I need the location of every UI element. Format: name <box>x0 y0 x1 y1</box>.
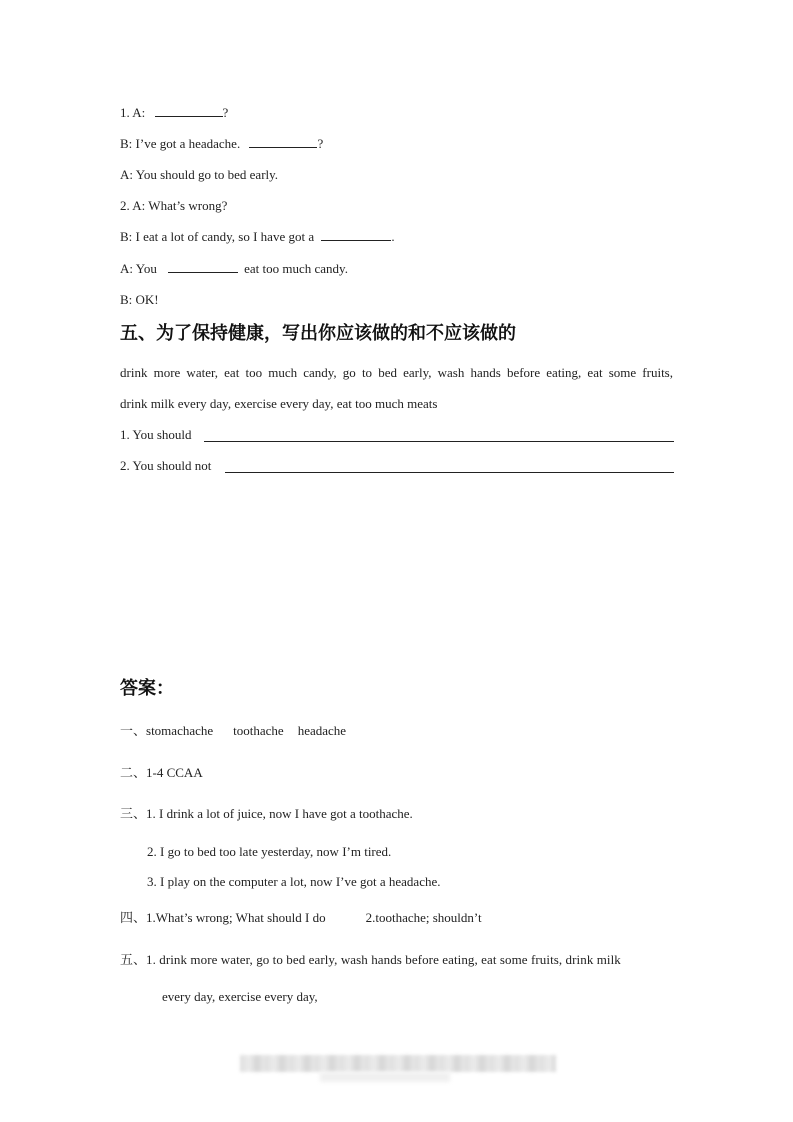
word-bank-line-2: drink milk every day, exercise every day, eat too much meats <box>120 396 438 411</box>
dialogue-line-2-suffix: ? <box>317 136 324 151</box>
section-5-heading: 五、为了保持健康，写出你应该做的和不应该做的 <box>120 323 516 344</box>
answer-blank[interactable] <box>168 260 238 273</box>
dialogue-line-5-suffix: . <box>391 229 395 244</box>
answer-4-part-1: 1.What’s wrong; What should I do <box>146 910 326 925</box>
blurred-watermark-sub <box>320 1072 450 1082</box>
dialogue-line-7: B: OK! <box>120 292 159 307</box>
answer-3-line-3: 3. I play on the computer a lot, now I’ve got a headache. <box>147 874 441 889</box>
dialogue-line-1-prefix: 1. A: <box>120 105 146 120</box>
answer-blank[interactable] <box>155 104 223 117</box>
dialogue-line-5-prefix: B: I eat a lot of candy, so I have got a <box>120 229 315 244</box>
answer-2 <box>120 764 203 783</box>
dialogue-line-4: 2. A: What’s wrong? <box>120 198 228 213</box>
dialogue-line-6-prefix: A: You <box>120 261 157 276</box>
answer-1-word-1: stomachache <box>146 723 214 738</box>
answer-blank[interactable] <box>249 135 317 148</box>
should-answer-line[interactable] <box>204 441 674 442</box>
answer-5-text-1: 1. drink more water, go to bed early, wash hands before eating, eat some fruits, drink milk <box>146 952 621 967</box>
answer-5-line-2: every day, exercise every day, <box>162 989 318 1004</box>
dialogue-line-3: A: You should go to bed early. <box>120 167 279 182</box>
answer-4-number: 四、 <box>120 911 147 926</box>
answer-4-part-2: 2.toothache; shouldn’t <box>365 910 482 925</box>
answer-4 <box>120 909 482 928</box>
should-not-answer-line[interactable] <box>225 472 674 473</box>
should-not-label: 2. You should not <box>120 458 212 473</box>
should-label: 1. You should <box>120 427 192 442</box>
dialogue-line-6 <box>120 260 348 278</box>
word-bank-line-1: drink more water, eat too much candy, go to bed early, wash hands before eating, eat some fruits, <box>120 365 673 380</box>
answer-3-line-2: 2. I go to bed too late yesterday, now I’m tired. <box>147 844 392 859</box>
answer-5-number: 五、 <box>120 953 147 968</box>
answer-blank[interactable] <box>321 228 391 241</box>
answer-1-word-3: headache <box>297 723 347 738</box>
dialogue-line-1-suffix: ? <box>222 105 229 120</box>
dialogue-line-6-suffix: eat too much candy. <box>244 261 348 276</box>
blurred-watermark <box>240 1055 556 1072</box>
answer-1-number: 一、 <box>120 724 147 739</box>
answer-3-number: 三、 <box>120 807 147 822</box>
answer-1-word-2: toothache <box>233 723 284 738</box>
answer-1 <box>120 722 346 741</box>
answer-5-line-1 <box>120 951 673 970</box>
dialogue-line-5 <box>120 228 395 246</box>
answer-2-number: 二、 <box>120 766 147 781</box>
dialogue-line-2-prefix: B: I’ve got a headache. <box>120 136 241 151</box>
answer-3-text-1: 1. I drink a lot of juice, now I have got a toothache. <box>146 806 413 821</box>
answers-title: 答案： <box>120 678 174 699</box>
answer-2-text: 1-4 CCAA <box>146 765 203 780</box>
answer-3-line-1 <box>120 805 413 824</box>
dialogue-line-1 <box>120 104 228 122</box>
dialogue-line-2 <box>120 135 323 153</box>
